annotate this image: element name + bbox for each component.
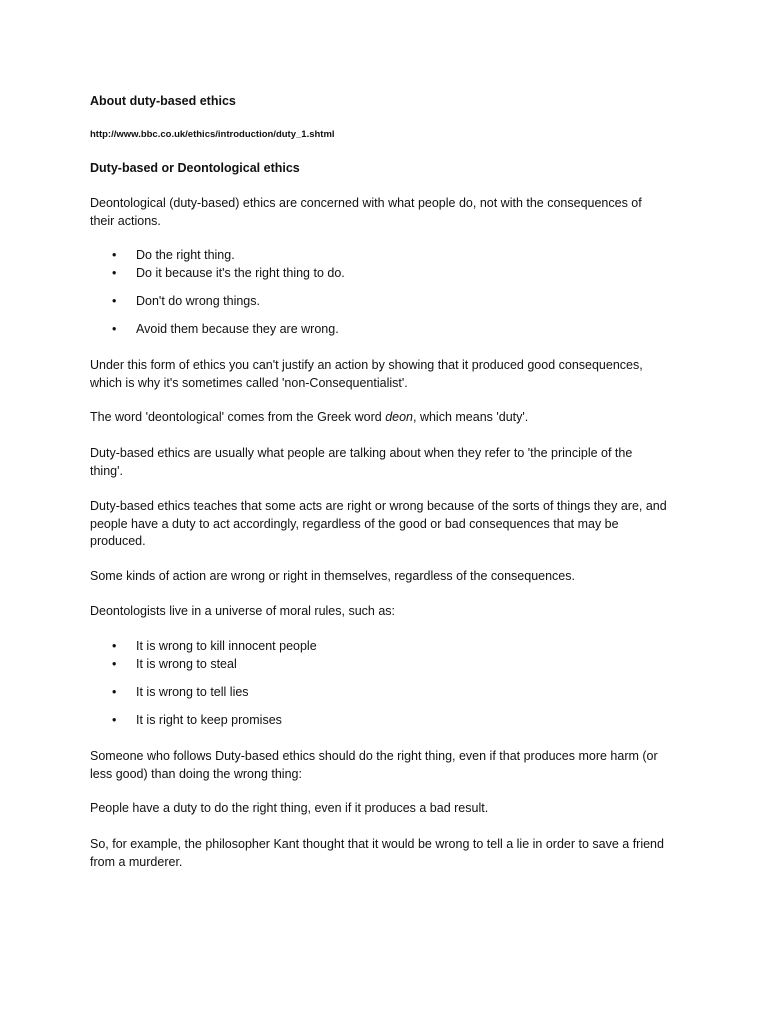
follows-line-1: Someone who follows Duty-based ethics should do the right thing, even if that produces more harm (or: [90, 749, 658, 763]
list-item-text: It is right to keep promises: [136, 713, 282, 727]
principle-line-2: thing'.: [90, 463, 123, 478]
principle-line-1: Duty-based ethics are usually what people are talking about when they refer to 'the principle of the: [90, 446, 633, 460]
teaches-line-1: Duty-based ethics teaches that some acts are right or wrong because of the sorts of things they are, and: [90, 499, 667, 513]
word-origin-paragraph: [90, 410, 528, 424]
kant-line-2: from a murderer.: [90, 854, 183, 869]
list-item-text: Do the right thing.: [136, 248, 235, 262]
bullet-icon: •: [112, 266, 117, 280]
list-item-text: Do it because it's the right thing to do.: [136, 266, 345, 280]
principle-paragraph: [90, 445, 690, 480]
justify-paragraph: [90, 357, 690, 392]
justify-line-2: which is why it's sometimes called 'non-Consequentialist'.: [90, 375, 408, 390]
section-subheading: Duty-based or Deontological ethics: [90, 161, 300, 175]
list-item-text: Don't do wrong things.: [136, 294, 260, 308]
bullet-icon: •: [112, 713, 117, 727]
follows-line-2: less good) than doing the wrong thing:: [90, 766, 302, 781]
teaches-line-2: people have a duty to act accordingly, regardless of the good or bad consequences that may be: [90, 516, 619, 531]
kinds-paragraph: Some kinds of action are wrong or right in themselves, regardless of the consequences.: [90, 569, 575, 583]
bullet-icon: •: [112, 685, 117, 699]
bullet-icon: •: [112, 639, 117, 653]
word-origin-post: , which means 'duty'.: [413, 410, 529, 424]
rules-intro-paragraph: Deontologists live in a universe of moral rules, such as:: [90, 604, 396, 618]
word-origin-term: deon: [385, 410, 413, 424]
follows-paragraph: [90, 748, 690, 783]
bullet-icon: •: [112, 322, 117, 336]
bullet-icon: •: [112, 657, 117, 671]
teaches-line-3: produced.: [90, 534, 146, 548]
kant-paragraph: [90, 836, 690, 871]
bullet-icon: •: [112, 248, 117, 262]
intro-line-1: Deontological (duty-based) ethics are concerned with what people do, not with the consequences of: [90, 196, 642, 210]
document-heading: About duty-based ethics: [90, 94, 236, 108]
bullet-icon: •: [112, 294, 117, 308]
list-item-text: It is wrong to tell lies: [136, 685, 249, 699]
teaches-paragraph: [90, 498, 690, 551]
list-item-text: Avoid them because they are wrong.: [136, 322, 339, 336]
list-item-text: It is wrong to kill innocent people: [136, 639, 317, 653]
list-item-text: It is wrong to steal: [136, 657, 237, 671]
source-url: http://www.bbc.co.uk/ethics/introduction/duty_1.shtml: [90, 129, 335, 140]
justify-line-1: Under this form of ethics you can't justify an action by showing that it produced good consequences,: [90, 358, 643, 372]
word-origin-pre: The word 'deontological' comes from the Greek word: [90, 410, 386, 424]
kant-line-1: So, for example, the philosopher Kant thought that it would be wrong to tell a lie in order to save a friend: [90, 837, 664, 851]
intro-line-2: their actions.: [90, 213, 161, 228]
intro-paragraph: [90, 195, 690, 230]
duty-result-paragraph: People have a duty to do the right thing, even if it produces a bad result.: [90, 801, 489, 815]
